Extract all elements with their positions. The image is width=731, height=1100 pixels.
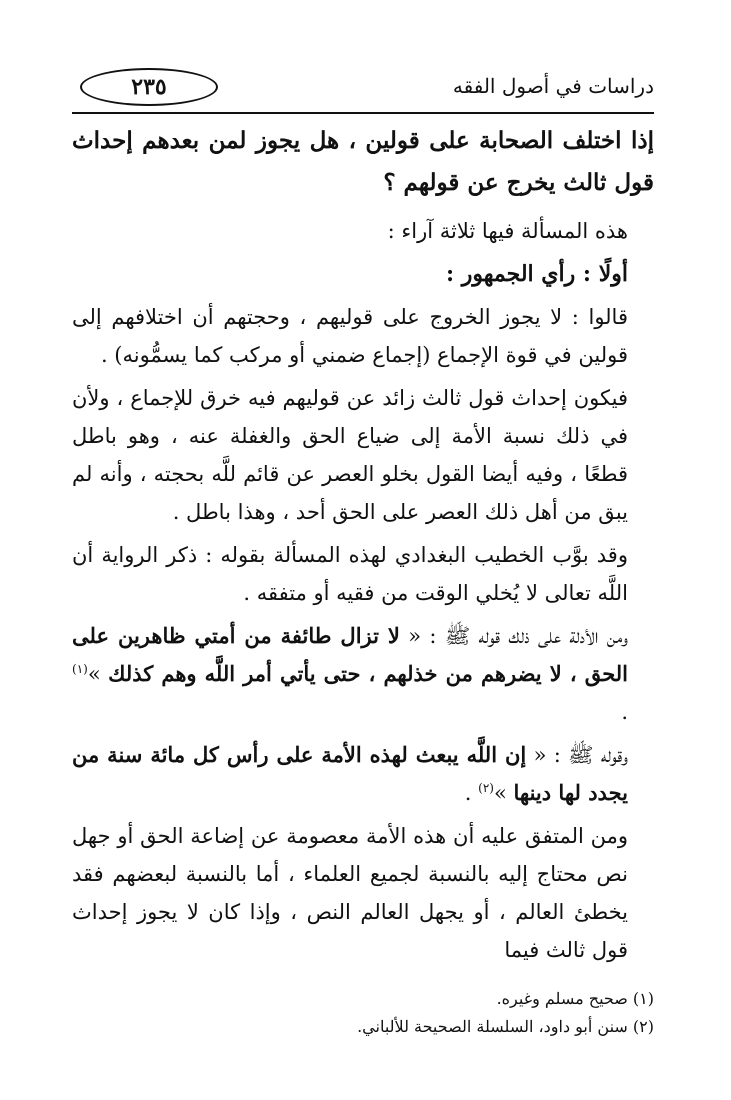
footnotes (72, 972, 654, 1041)
hadith-1: لا تزال طائفة من أمتي ظاهرين على الحق ، لا يضرهم من خذلهم ، حتى يأتي أمر اللَّه وهم كذلك (72, 623, 628, 686)
paragraph-2: فيكون إحداث قول ثالث زائد عن قوليهم فيه خرق للإجماع ، ولأن في ذلك نسبة الأمة إلى ضياع الحق والغفلة عنه ، وهو باطل قطعًا ، وفيه أيضا القول بخلو العصر عن قائم للَّه بحجته ، وأنه لم يبق من أهل ذلك العصر على الحق أحد ، وهذا باطل . (72, 386, 628, 524)
paragraph-6: ومن المتفق عليه أن هذه الأمة معصومة عن إضاعة الحق أو جهل نص محتاج إليه بالنسبة لجميع العلماء ، أما بالنسبة لبعضهم فقد يخطئ العالم ، أو يجهل العالم النص ، وإذا كان لا يجوز إحداث قول ثالث فيما (72, 824, 628, 962)
running-title: دراسات في أصول الفقه (452, 74, 654, 98)
first-view-title: رأي الجمهور : (445, 261, 576, 287)
paragraph-4-intro: ومن الأدلة على ذلك قوله ﷺ : « (408, 624, 628, 648)
paragraph-3: وقد بوَّب الخطيب البغدادي لهذه المسألة بقوله : ذكر الرواية أن اللَّه تعالى لا يُخلي الوقت من فقيه أو متفقه . (72, 543, 628, 605)
page-number: ٢٣٥ (80, 68, 218, 106)
header-rule (72, 112, 654, 114)
footnote-1: (١) صحيح مسلم وغيره. (496, 989, 654, 1008)
paragraph-4 (72, 617, 654, 731)
footnote-list (72, 985, 654, 1041)
page-header (72, 62, 654, 114)
paragraph-4-close: » (87, 662, 101, 686)
intro-paragraph: هذه المسألة فيها ثلاثة آراء : (387, 219, 628, 243)
paragraph-5-intro: وقوله ﷺ : « (533, 743, 628, 767)
footnote-ref-2: (٢) (478, 781, 494, 795)
footnote-2: (٢) سنن أبو داود، السلسلة الصحيحة للألباني. (357, 1017, 654, 1036)
paragraph-5-end: . (464, 781, 479, 805)
first-view-label: أولًا : (582, 261, 628, 287)
paragraph-1: قالوا : لا يجوز الخروج على قوليهم ، وحجتهم أن اختلافهم إلى قولين في قوة الإجماع (إجماع ضمني أو مركب كما يسمُّونه) . (72, 305, 628, 367)
paragraph-5-close: » (493, 781, 507, 805)
page-body (72, 120, 654, 974)
question-heading: إذا اختلف الصحابة على قولين ، هل يجوز لمن بعدهم إحداث قول ثالث يخرج عن قولهم ؟ (72, 127, 654, 196)
hadith-2: إن اللَّه يبعث لهذه الأمة على رأس كل مائة سنة من يجدد لها دينها (72, 742, 628, 805)
footnote-ref-1: (١) (72, 662, 88, 676)
paragraph-4-end: . (621, 700, 628, 724)
first-view-heading (72, 255, 654, 293)
paragraph-5 (72, 736, 654, 812)
